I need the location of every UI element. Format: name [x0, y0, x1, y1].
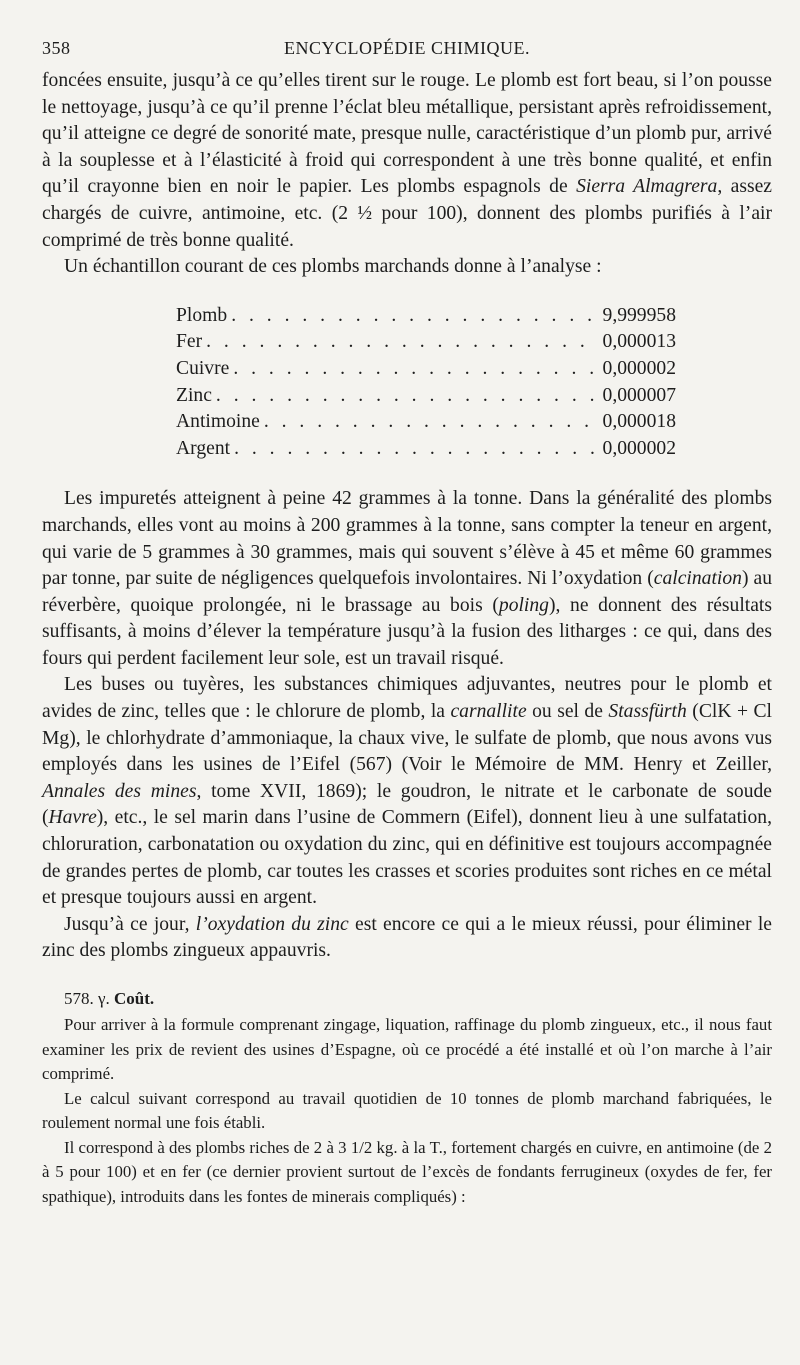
section-number: 578. γ.: [64, 989, 110, 1008]
paragraph-4: Les buses ou tuyères, les substances chimiques adjuvantes, neutres pour le plomb et avides de zinc, telles que : le chlorure de plomb, la carnallite ou sel de Stassfürth (ClK + Cl Mg), le chlorhydrate d’ammoniaque, la chaux vive, le sulfate de plomb, que nous avons vus employés dans les usines de l’Eifel (567) (Voir le Mémoire de MM. Henry et Zeiller, Annales des mines, tome XVII, 1869); le goudron, le nitrate et le carbonate de soude (Havre), etc., le sel marin dans l’usine de Commern (Eifel), donnent lieu à une sulfatation, chloruration, carbonatation ou oxydation du zinc, qui en définitive est toujours accompagnée de grandes pertes de plomb, car toutes les crasses et scories produites sont riches en ce métal et presque toujours aussi en argent.: [42, 674, 772, 909]
analysis-row: Plomb . . . 9,999958: [176, 303, 676, 330]
paragraph-1: foncées ensuite, jusqu’à ce qu’elles tirent sur le rouge. Le plomb est fort beau, si l’on pousse le nettoyage, jusqu’à ce qu’il prenne l’éclat bleu métallique, persistant après refroidissement, qu’il atteigne ce degré de sonorité mate, presque nulle, caractéristique d’un plomb pur, arrivé à la souplesse et à l’élasticité à froid qui correspondent à une très bonne qualité, et enfin qu’il crayonne bien en noir le papier. Les plombs espagnols de Sierra Almagrera, assez chargés de cuivre, antimoine, etc. (2 ½ pour 100), donnent des plombs purifiés à l’air comprimé de très bonne qualité.: [42, 70, 773, 251]
small-paragraph-3: Il correspond à des plombs riches de 2 à 3 1/2 kg. à la T., fortement chargés en cuivre, en antimoine (de 2 à 5 pour 100) et en fer (ce dernier provient surtout de l’excès de fondants ferrugineux (oxydes de fer, fer spathique), introduits dans les fontes de minerais compliqués) :: [42, 1137, 772, 1206]
analysis-table: [176, 303, 676, 463]
analysis-row: Fer . . . 0,000013: [176, 329, 676, 356]
running-title: ENCYCLOPÉDIE CHIMIQUE.: [284, 38, 530, 58]
paragraph-3: Les impuretés atteignent à peine 42 grammes à la tonne. Dans la généralité des plombs marchands, elles vont au moins à 200 grammes à la tonne, sans compter la teneur en argent, qui varie de 5 grammes à 30 grammes, mais qui souvent s’élève à 45 et même 60 grammes par tonne, par suite de négligences quelquefois involontaires. Ni l’oxydation (calcination) au réverbère, quoique prolongée, ni le brassage au bois (poling), ne donnent des résultats suffisants, à moins d’élever la température jusqu’à la fusion des litharges : ce qui, dans des fours qui perdent facilement leur sole, est un travail risqué.: [42, 488, 772, 669]
small-paragraph-1: Pour arriver à la formule comprenant zingage, liquation, raffinage du plomb zingueux, etc., il nous faut examiner les prix de revient des usines d’Espagne, où ce procédé a été installé et où l’on marche à l’air comprimé.: [42, 1015, 772, 1083]
analysis-row: Antimoine . . . 0,000018: [176, 409, 676, 436]
paragraph-2: Un échantillon courant de ces plombs marchands donne à l’analyse :: [64, 256, 602, 278]
italic-sierra: Sierra Almagrera: [576, 176, 718, 198]
analysis-row: Cuivre . . . 0,000002: [176, 356, 676, 383]
section-title: Coût.: [114, 989, 155, 1008]
small-paragraph-2: Le calcul suivant correspond au travail quotidien de 10 tonnes de plomb marchand fabriquées, le roulement normal une fois établi.: [42, 1088, 772, 1132]
paragraph-5: Jusqu’à ce jour, l’oxydation du zinc est encore ce qui a le mieux réussi, pour éliminer le zinc des plombs zingueux appauvris.: [42, 913, 772, 962]
main-text: [42, 68, 772, 1209]
analysis-row: Zinc . . . 0,000007: [176, 383, 676, 410]
page-number: 358: [42, 38, 71, 58]
running-header: [42, 38, 772, 62]
section-heading: [64, 987, 772, 1011]
analysis-row: Argent . . . 0,000002: [176, 436, 676, 463]
